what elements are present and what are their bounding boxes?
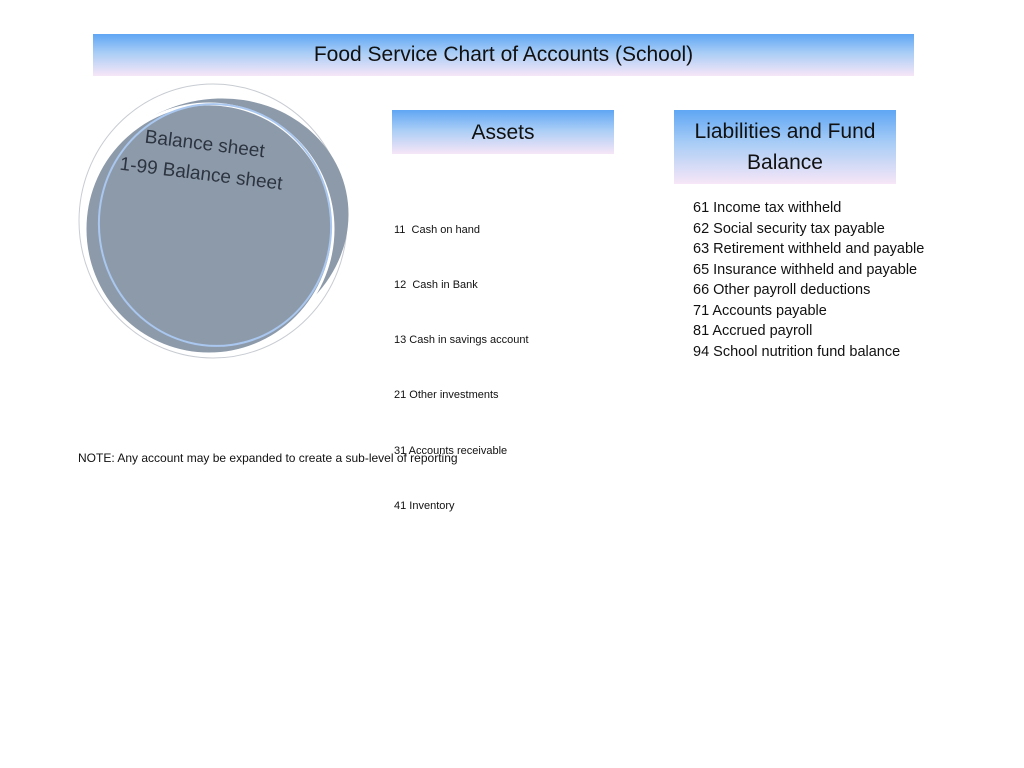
liabilities-list [693, 198, 924, 362]
assets-list [394, 184, 529, 534]
title-banner [93, 34, 914, 76]
disc-label-line2: 1-99 Balance sheet [118, 153, 284, 195]
disc-label-line1: Balance sheet [143, 126, 266, 163]
footnote: NOTE: Any account may be expanded to create a sub-level of reporting [78, 451, 458, 465]
list-item: 21 Other investments [394, 389, 499, 402]
list-item: 13 Cash in savings account [394, 334, 529, 347]
liabilities-header [674, 110, 896, 184]
list-item: 66 Other payroll deductions [693, 282, 871, 298]
liabilities-header-label: Liabilities and Fund Balance [694, 120, 876, 174]
list-item: 65 Insurance withheld and payable [693, 261, 918, 278]
list-item: 62 Social security tax payable [693, 220, 885, 237]
list-item: 11 Cash on hand [394, 223, 481, 236]
list-item: 12 Cash in Bank [394, 279, 478, 292]
assets-header [392, 110, 614, 154]
list-item: 71 Accounts payable [693, 302, 827, 319]
assets-header-label: Assets [471, 120, 535, 144]
list-item: 63 Retirement withheld and payable [693, 241, 925, 257]
page-title: Food Service Chart of Accounts (School) [313, 43, 694, 66]
list-item: 61 Income tax withheld [693, 200, 842, 216]
list-item: 31 Accounts receivable [394, 444, 508, 457]
list-item: 81 Accrued payroll [693, 323, 813, 339]
list-item: 41 Inventory [394, 499, 455, 512]
list-item: 94 School nutrition fund balance [693, 343, 901, 360]
